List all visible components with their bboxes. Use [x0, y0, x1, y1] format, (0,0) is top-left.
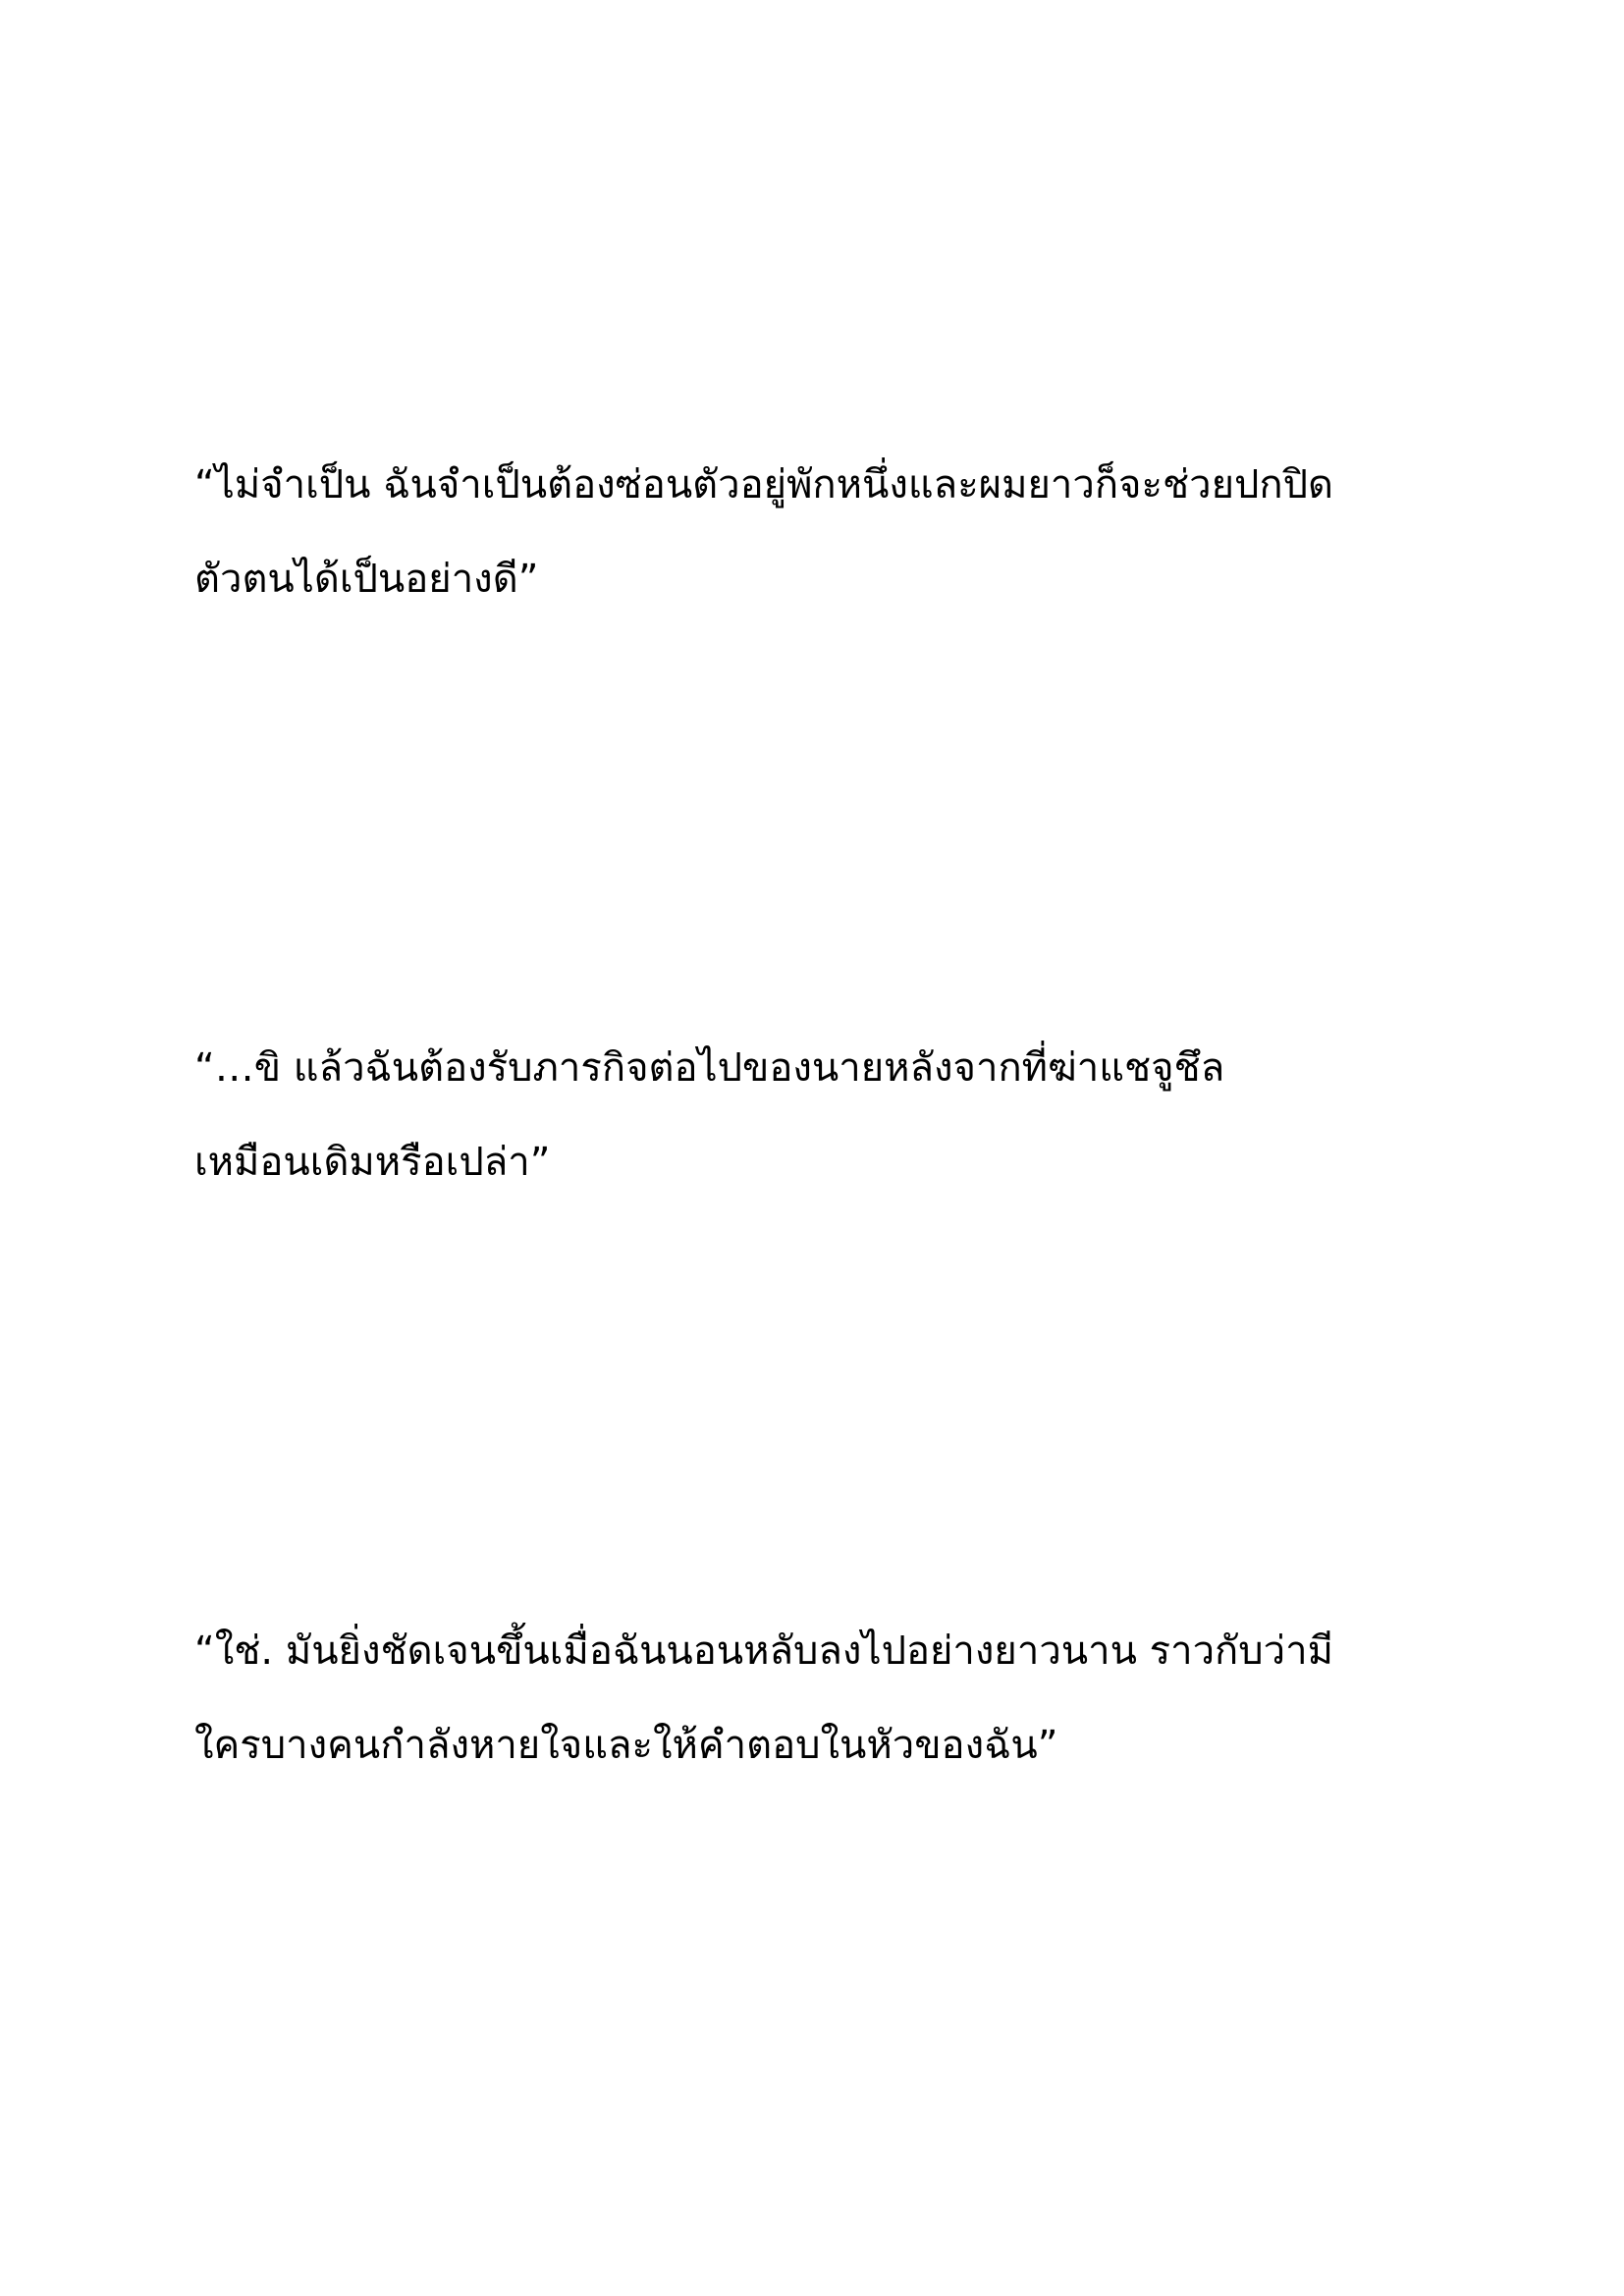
paragraph-line: “ใช่. มันยิ่งชัดเจนขึ้นเมื่อฉันนอนหลับลงไปอย่างยาวนาน ราวกับว่ามี	[194, 1629, 1333, 1674]
dialogue-paragraph-3	[194, 1604, 1471, 1792]
paragraph-line: “…ขิ แล้วฉันต้องรับภารกิจต่อไปของนายหลังจากที่ฆ่าแชจูชึล	[194, 1045, 1225, 1091]
paragraph-line: ใครบางคนกำลังหายใจและให้คำตอบในหัวของฉัน”	[194, 1723, 1058, 1768]
dialogue-paragraph-1	[194, 438, 1471, 626]
paragraph-line: เหมือนเดิมหรือเปล่า”	[194, 1140, 551, 1185]
paragraph-line: ตัวตนได้เป็นอย่างดี”	[194, 557, 539, 602]
paragraph-line: “ไม่จำเป็น ฉันจำเป็นต้องซ่อนตัวอยู่พักหนึ่งและผมยาวก็จะช่วยปกปิด	[194, 462, 1333, 507]
dialogue-paragraph-2	[194, 1021, 1471, 1209]
